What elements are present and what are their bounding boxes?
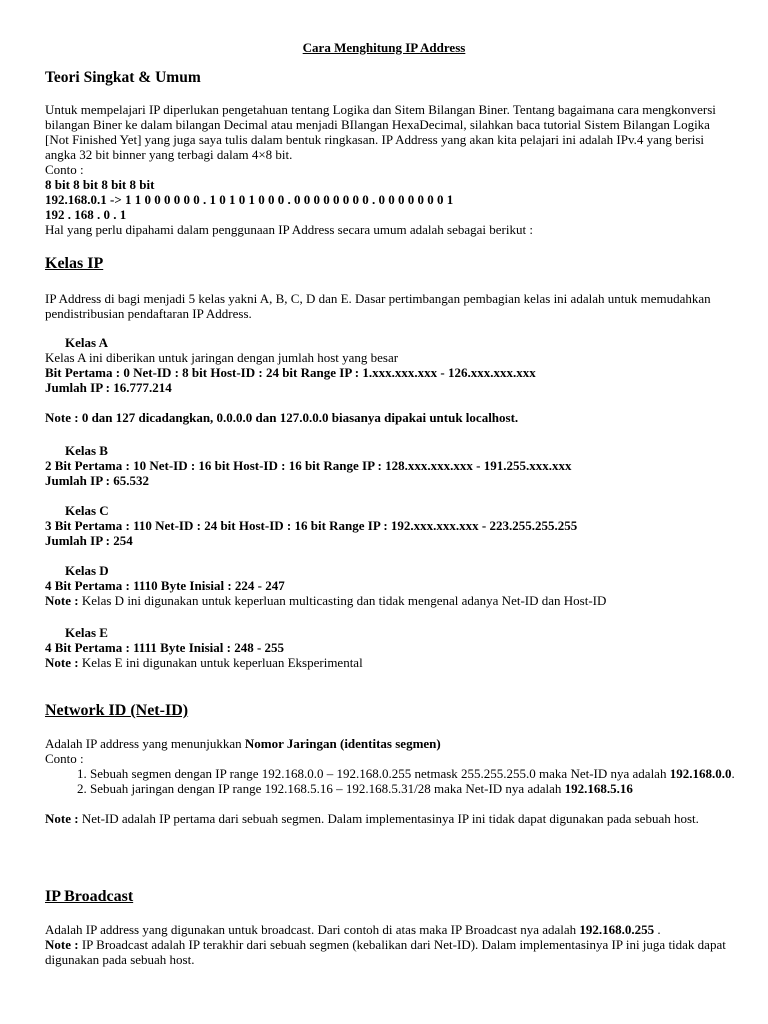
document-title: Cara Menghitung IP Address — [302, 40, 466, 55]
broadcast-note-label: Note : — [45, 937, 79, 952]
broadcast-note-text: IP Broadcast adalah IP terakhir dari sebuah segmen (kebalikan dari Net-ID). Dalam implementasinya IP ini juga tidak dapat digunakan pada sebuah host. — [45, 937, 726, 967]
kelas-e-note — [45, 655, 735, 670]
net-id-section — [45, 736, 735, 826]
kelas-c-title: Kelas C — [65, 503, 109, 518]
net-id-intro-text: Adalah IP address yang menunjukkan — [45, 736, 245, 751]
kelas-d-section — [45, 563, 735, 608]
heading-net-id: Network ID (Net-ID) — [45, 702, 189, 719]
broadcast-intro-text: Adalah IP address yang digunakan untuk broadcast. Dari contoh di atas maka IP Broadcast nya adalah — [45, 922, 580, 937]
kelas-e-note-label: Note : — [45, 655, 79, 670]
heading-teori: Teori Singkat & Umum — [45, 69, 201, 86]
heading-broadcast: IP Broadcast — [45, 888, 134, 905]
net-id-conto-label: Conto : — [45, 751, 84, 766]
net-id-intro-bold: Nomor Jaringan (identitas segmen) — [244, 736, 441, 751]
net-id-note — [45, 811, 735, 826]
net-id-note-text: Net-ID adalah IP pertama dari sebuah segmen. Dalam implementasinya IP ini tidak dapat digunakan pada sebuah host. — [78, 811, 699, 826]
teori-example-bits: 8 bit 8 bit 8 bit 8 bit — [45, 177, 155, 192]
kelas-a-section — [45, 335, 735, 425]
list-item — [90, 781, 735, 796]
net-id-intro — [45, 736, 735, 751]
kelas-b-title: Kelas B — [65, 443, 108, 458]
kelas-d-note-label: Note : — [45, 593, 79, 608]
list-item-text: Sebuah segmen dengan IP range 192.168.0.0 – 192.168.0.255 netmask 255.255.255.0 maka Net-ID nya adalah — [90, 766, 670, 781]
kelas-d-note — [45, 593, 735, 608]
heading-kelas-ip: Kelas IP — [45, 255, 104, 272]
broadcast-intro-bold: 192.168.0.255 — [579, 922, 655, 937]
broadcast-intro-after: . — [654, 922, 661, 937]
teori-section — [45, 102, 735, 237]
kelas-b-section — [45, 443, 735, 488]
broadcast-intro — [45, 922, 735, 937]
teori-outro: Hal yang perlu dipahami dalam penggunaan IP Address secara umum adalah sebagai berikut : — [45, 222, 533, 237]
kelas-ip-intro: IP Address di bagi menjadi 5 kelas yakni A, B, C, D dan E. Dasar pertimbangan pembagian kelas ini adalah untuk memudahkan pendistribusian pendaftaran IP Address. — [45, 291, 711, 321]
kelas-b-jumlah: Jumlah IP : 65.532 — [45, 473, 150, 488]
kelas-e-bits: 4 Bit Pertama : 1111 Byte Inisial : 248 - 255 — [45, 640, 285, 655]
kelas-d-bits: 4 Bit Pertama : 1110 Byte Inisial : 224 - 247 — [45, 578, 285, 593]
kelas-c-jumlah: Jumlah IP : 254 — [45, 533, 133, 548]
kelas-d-title: Kelas D — [65, 563, 109, 578]
kelas-d-note-text: Kelas D ini digunakan untuk keperluan multicasting dan tidak mengenal adanya Net-ID dan Host-ID — [78, 593, 607, 608]
list-item-bold: 192.168.5.16 — [564, 781, 633, 796]
net-id-note-label: Note : — [45, 811, 79, 826]
kelas-a-bits: Bit Pertama : 0 Net-ID : 8 bit Host-ID : 24 bit Range IP : 1.xxx.xxx.xxx - 126.xxx.xxx.xxx — [45, 365, 536, 380]
teori-conto-label: Conto : — [45, 162, 84, 177]
kelas-a-jumlah: Jumlah IP : 16.777.214 — [45, 380, 172, 395]
list-item-after: . — [731, 766, 735, 781]
list-item-bold: 192.168.0.0 — [669, 766, 732, 781]
kelas-e-note-text: Kelas E ini digunakan untuk keperluan Eksperimental — [78, 655, 363, 670]
kelas-e-title: Kelas E — [65, 625, 108, 640]
kelas-a-note: Note : 0 dan 127 dicadangkan, 0.0.0.0 dan 127.0.0.0 biasanya dipakai untuk localhost. — [45, 410, 519, 425]
kelas-a-title: Kelas A — [65, 335, 108, 350]
net-id-example-list — [45, 766, 735, 796]
kelas-b-bits: 2 Bit Pertama : 10 Net-ID : 16 bit Host-ID : 16 bit Range IP : 128.xxx.xxx.xxx - 191.255.xxx.xxx — [45, 458, 572, 473]
list-item — [90, 766, 735, 781]
kelas-c-section — [45, 503, 735, 548]
teori-intro: Untuk mempelajari IP diperlukan pengetahuan tentang Logika dan Sitem Bilangan Biner. Tentang bagaimana cara mengkonversi bilangan Biner ke dalam bilangan Decimal atau menjadi BIlangan HexaDecimal, silahkan baca tutorial Sistem Bilangan Logika [Not Finished Yet] yang juga saya tulis dalam bentuk ringkasan. IP Address yang akan kita pelajari ini adalah IPv.4 yang berisi angka 32 bit binner yang terbagi dalam 4×8 bit. — [45, 102, 716, 162]
list-item-text: Sebuah jaringan dengan IP range 192.168.5.16 – 192.168.5.31/28 maka Net-ID nya adalah — [90, 781, 565, 796]
kelas-e-section — [45, 625, 735, 670]
broadcast-section — [45, 922, 735, 967]
teori-example-binary: 192.168.0.1 -> 1 1 0 0 0 0 0 0 . 1 0 1 0 1 0 0 0 . 0 0 0 0 0 0 0 0 . 0 0 0 0 0 0 0 1 — [45, 192, 454, 207]
kelas-c-bits: 3 Bit Pertama : 110 Net-ID : 24 bit Host-ID : 16 bit Range IP : 192.xxx.xxx.xxx - 223.255.255.255 — [45, 518, 578, 533]
kelas-a-desc: Kelas A ini diberikan untuk jaringan dengan jumlah host yang besar — [45, 350, 399, 365]
broadcast-note — [45, 937, 735, 967]
teori-example-decimal: 192 . 168 . 0 . 1 — [45, 207, 127, 222]
